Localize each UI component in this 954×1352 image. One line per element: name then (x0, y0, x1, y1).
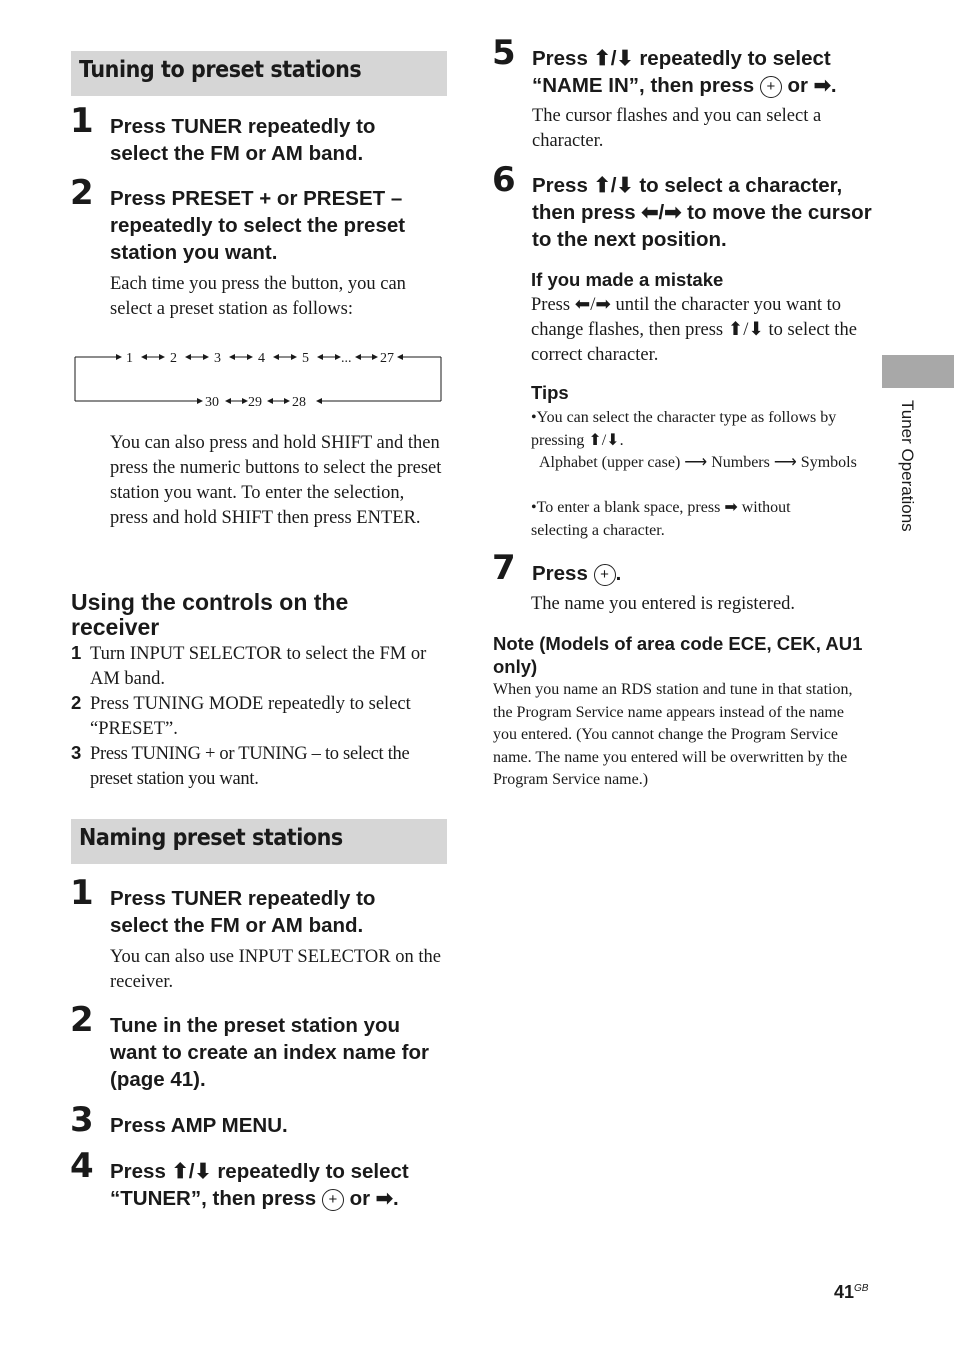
diagram-label: 4 (258, 351, 265, 366)
mistake-body: Press ⬅/➡ until the character you want to change flashes, then press ⬆/⬇ to select the correct character. (531, 295, 857, 365)
left-right-arrow-icon: ⬅/➡ (574, 295, 611, 315)
left-right-arrow-icon: ⬅/➡ (641, 201, 682, 224)
step-body: The cursor flashes and you can select a character. (532, 106, 822, 151)
list-item: Press TUNING + or TUNING – to select the preset station you want. (90, 744, 410, 789)
step-text: Tune in the preset station you want to create an index name for (page 41). (110, 1014, 429, 1091)
right-arrow-icon: ➡ (724, 499, 738, 516)
diagram-label: 2 (170, 351, 177, 366)
tip-item: •To enter a blank space, press ➡ without selecting a character. (531, 499, 791, 539)
right-arrow-icon: ➡. (813, 74, 837, 97)
step-body: You can also press and hold SHIFT and then press the numeric buttons to select the preset station you want. To enter the selection, press and hold SHIFT then press ENTER. (110, 433, 442, 528)
enter-circle-icon: + (594, 564, 616, 586)
section-header-tuning (71, 51, 447, 96)
step-text: Press ⬆/⬇ repeatedly to select “TUNER”, then press + or ➡. (110, 1160, 409, 1210)
diagram-label: ... (341, 351, 352, 366)
enter-circle-icon: + (322, 1189, 344, 1211)
up-down-arrow-icon: ⬆/⬇ (171, 1160, 212, 1183)
step-number: 7 (492, 548, 516, 588)
step-text: Press + . (532, 562, 622, 585)
right-arrow-icon: ➡. (375, 1187, 399, 1210)
section-tab-marker (882, 355, 954, 388)
page-number: $41^{GB}$ (834, 1282, 869, 1302)
note-body: When you name an RDS station and tune in that station, the Program Service name appears instead of the name you entered. (You cannot change the Program Service name. The name you entered will be overwritten by the Program Service name.) (493, 681, 853, 788)
up-down-arrow-icon: ⬆/⬇ (727, 320, 764, 340)
step-number: 1 (70, 873, 94, 913)
step-number: 2 (70, 173, 94, 213)
diagram-label: 3 (214, 351, 221, 366)
diagram-label: 5 (302, 351, 309, 366)
step-text: Press ⬆/⬇ repeatedly to select “NAME IN”, then press + or ➡. (532, 47, 837, 97)
step-body: Each time you press the button, you can select a preset station as follows: (110, 274, 406, 319)
diagram-label: 30 (205, 395, 219, 410)
step-text: Press TUNER repeatedly to select the FM or AM band. (110, 115, 376, 165)
section-title: Naming preset stations (79, 825, 343, 851)
preset-cycle-diagram (71, 345, 447, 413)
step-body: You can also use INPUT SELECTOR on the receiver. (110, 947, 441, 992)
list-number: 1 (71, 642, 82, 663)
note-heading: Note (Models of area code ECE, CEK, AU1 only) (493, 633, 863, 677)
step-body: The name you entered is registered. (531, 594, 796, 614)
enter-circle-icon: + (760, 76, 782, 98)
arrow-right-icon: ⟶ (773, 454, 797, 471)
list-number: 2 (71, 692, 82, 713)
up-down-arrow-icon: ⬆/⬇ (593, 47, 634, 70)
tips-heading: Tips (531, 382, 569, 403)
list-number: 3 (71, 742, 82, 763)
arrow-right-icon: ⟶ (684, 454, 708, 471)
step-number: 4 (70, 1146, 94, 1186)
section-header-naming (71, 819, 447, 864)
step-number: 2 (70, 1000, 94, 1040)
diagram-label: 1 (126, 351, 133, 366)
up-down-arrow-icon: ⬆/⬇ (593, 174, 634, 197)
step-text: Press AMP MENU. (110, 1114, 288, 1137)
tip-item-sequence: Alphabet (upper case) ⟶ Numbers ⟶ Symbols (539, 454, 857, 471)
tip-item: •You can select the character type as follows by pressing ⬆/⬇. (531, 409, 837, 449)
step-number: 1 (70, 101, 94, 141)
side-section-label: Tuner Operations (898, 400, 917, 532)
diagram-label: 27 (380, 351, 394, 366)
step-text: Press PRESET + or PRESET – repeatedly to select the preset station you want. (110, 187, 406, 264)
step-number: 5 (492, 33, 516, 73)
list-item: Turn INPUT SELECTOR to select the FM or AM band. (90, 644, 427, 689)
mistake-heading: If you made a mistake (531, 269, 724, 290)
up-down-arrow-icon: ⬆/⬇. (588, 431, 624, 449)
diagram-label: 28 (292, 395, 306, 410)
step-text: Press TUNER repeatedly to select the FM or AM band. (110, 887, 376, 937)
step-number: 3 (70, 1100, 94, 1140)
diagram-label: 29 (248, 395, 262, 410)
section-title: Tuning to preset stations (79, 57, 362, 83)
step-text: Press ⬆/⬇ to select a character, then press ⬅/➡ to move the cursor to the next position. (532, 174, 872, 251)
list-item: Press TUNING MODE repeatedly to select “PRESET”. (90, 694, 411, 739)
step-number: 6 (492, 160, 516, 200)
controls-heading: Using the controls on the receiver (71, 589, 349, 640)
